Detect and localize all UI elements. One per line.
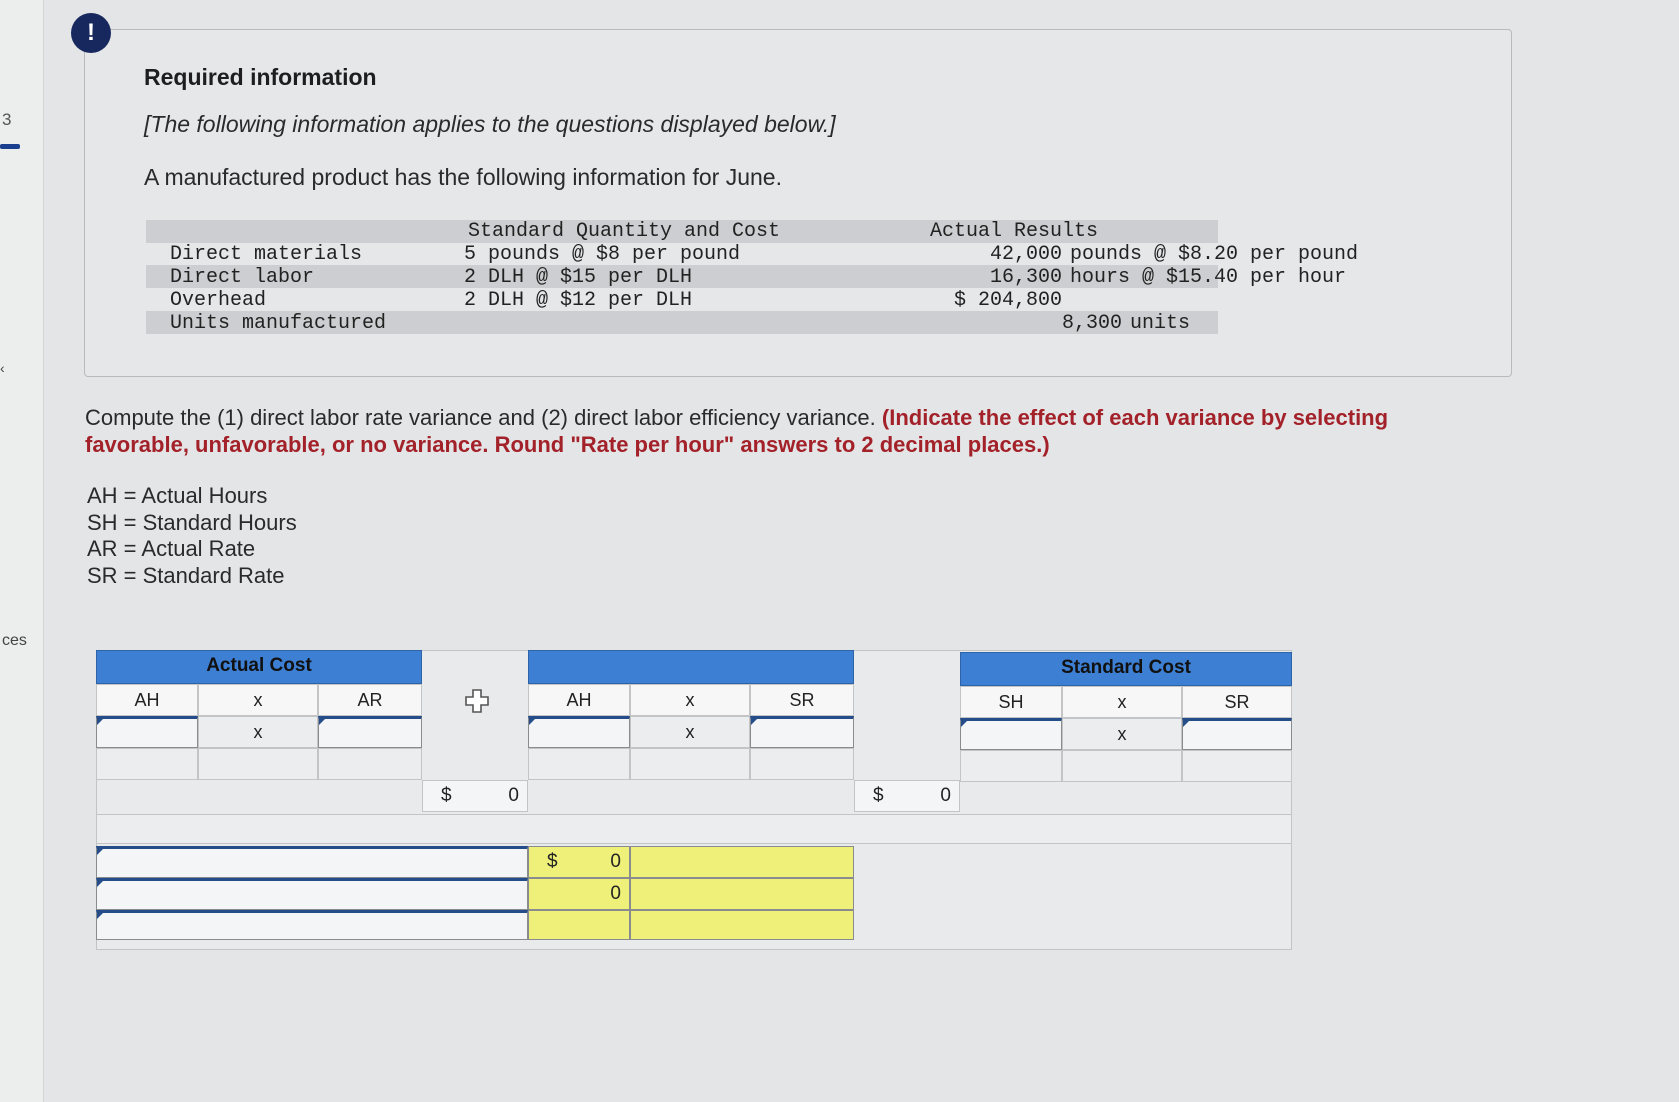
times-label: x — [198, 684, 318, 716]
times-label: x — [1062, 686, 1182, 718]
row-label: Direct materials — [170, 243, 363, 266]
row-actual-number: 16,300 — [989, 266, 1062, 289]
rate-variance-value: 0 — [610, 851, 621, 872]
currency-symbol: $ — [873, 785, 884, 806]
product-information-table — [146, 220, 1359, 337]
times-symbol: x — [1062, 718, 1182, 750]
rate-variance-amount[interactable] — [528, 846, 630, 878]
question-instruction: (Indicate the effect of each variance by selecting favorable, unfavorable, or no variance. Round "Rate per hour" answers to 2 decimal places.) — [85, 405, 1389, 457]
sh-label: SH — [960, 686, 1062, 718]
required-info-intro: A manufactured product has the following information for June. — [144, 164, 782, 190]
variance-worksheet — [96, 650, 1292, 950]
actual-cost-header: Actual Cost — [96, 650, 422, 684]
times-symbol: x — [630, 716, 750, 748]
actual-hours-input-2[interactable] — [528, 716, 630, 748]
ah-label: AH — [96, 684, 198, 716]
row-actual-number: 42,000 — [989, 243, 1062, 266]
efficiency-variance-effect-select[interactable] — [630, 878, 854, 910]
row-actual-number: $ 204,800 — [953, 289, 1062, 312]
row-label: Overhead — [170, 289, 267, 312]
empty-cell — [960, 750, 1062, 782]
row-actual-number: 8,300 — [1061, 312, 1122, 335]
required-info-subtitle: [The following information applies to the questions displayed below.] — [144, 111, 836, 137]
sr-label: SR — [750, 684, 854, 716]
standard-rate-input[interactable] — [750, 716, 854, 748]
standard-hours-input[interactable] — [960, 718, 1062, 750]
actual-cost-total — [422, 780, 528, 812]
current-question-indicator — [0, 144, 20, 149]
efficiency-variance-amount[interactable] — [528, 878, 630, 910]
abbreviation-definitions — [87, 483, 297, 589]
question-text: Compute the (1) direct labor rate variance and (2) direct labor efficiency variance. — [85, 405, 876, 430]
sr-label: SR — [1182, 686, 1292, 718]
actual-hours-input[interactable] — [96, 716, 198, 748]
row-standard: 5 pounds @ $8 per pound — [464, 243, 741, 266]
left-sidebar — [0, 0, 44, 1102]
definition-item: AH = Actual Hours — [87, 483, 268, 508]
standard-rate-input-2[interactable] — [1182, 718, 1292, 750]
actual-rate-input[interactable] — [318, 716, 422, 748]
row-standard: 2 DLH @ $15 per DLH — [464, 266, 693, 289]
chevron-left-icon[interactable]: ‹ — [0, 360, 5, 376]
question-number[interactable]: 3 — [2, 110, 12, 129]
empty-cell — [630, 748, 750, 780]
ah-label: AH — [528, 684, 630, 716]
total-variance-label-select[interactable] — [96, 910, 528, 940]
row-label: Direct labor — [170, 266, 315, 289]
definition-item: SR = Standard Rate — [87, 562, 285, 588]
times-symbol: x — [198, 716, 318, 748]
move-plus-icon[interactable] — [464, 688, 490, 714]
empty-cell — [750, 748, 854, 780]
actual-column-header: Actual Results — [930, 220, 1099, 243]
total-variance-amount[interactable] — [528, 910, 630, 940]
total-variance-effect-select[interactable] — [630, 910, 854, 940]
empty-cell — [1062, 750, 1182, 782]
row-label: Units manufactured — [170, 312, 387, 335]
standard-column-header: Standard Quantity and Cost — [468, 220, 781, 243]
required-info-title: Required information — [144, 64, 377, 90]
spacer-row — [96, 814, 1292, 844]
rate-variance-label-select[interactable] — [96, 846, 528, 878]
alert-icon: ! — [71, 13, 111, 53]
times-label: x — [630, 684, 750, 716]
efficiency-variance-label-select[interactable] — [96, 878, 528, 910]
ar-label: AR — [318, 684, 422, 716]
references-link[interactable]: ces — [2, 632, 27, 649]
empty-cell — [96, 748, 198, 780]
ah-sr-total — [854, 780, 960, 812]
empty-cell — [198, 748, 318, 780]
currency-symbol: $ — [547, 851, 558, 872]
empty-cell — [1182, 750, 1292, 782]
empty-cell — [528, 748, 630, 780]
row-standard: 2 DLH @ $12 per DLH — [464, 289, 693, 312]
standard-cost-header: Standard Cost — [960, 652, 1292, 686]
efficiency-variance-value: 0 — [610, 883, 621, 904]
middle-block-header — [528, 650, 854, 684]
empty-cell — [318, 748, 422, 780]
currency-symbol: $ — [441, 785, 452, 806]
definition-item: AR = Actual Rate — [87, 536, 256, 561]
row-actual-desc: pounds @ $8.20 per pound — [1070, 243, 1359, 266]
question-prompt — [85, 404, 1485, 458]
ah-sr-value: 0 — [940, 785, 951, 806]
row-actual-desc: units — [1130, 312, 1191, 335]
actual-cost-value: 0 — [508, 785, 519, 806]
definition-item: SH = Standard Hours — [87, 509, 297, 535]
row-actual-desc: hours @ $15.40 per hour — [1070, 266, 1347, 289]
rate-variance-effect-select[interactable] — [630, 846, 854, 878]
